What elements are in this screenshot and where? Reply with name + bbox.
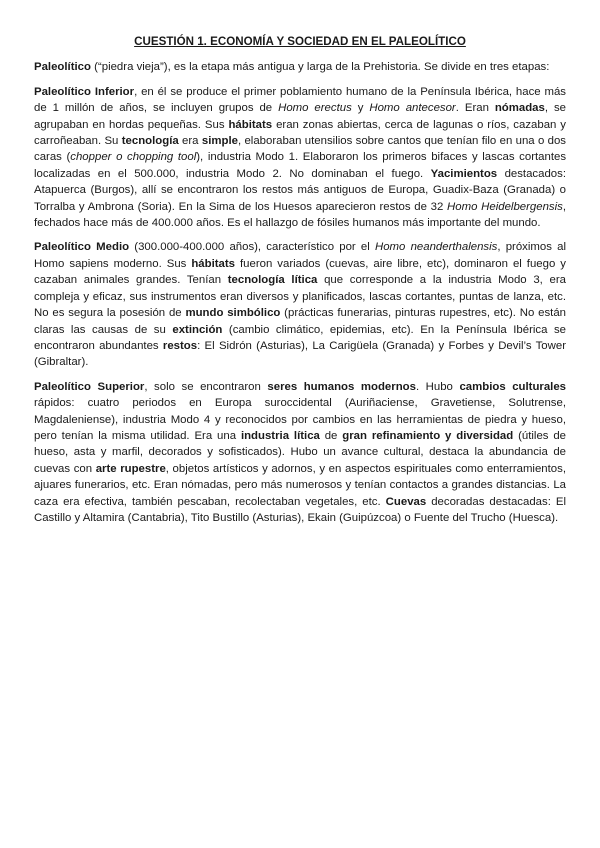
inferior-text: . Eran [455,102,495,115]
superior-bold: industria lítica [240,429,320,442]
superior-bold: gran refinamiento y diversidad [342,429,514,442]
medio-text: que corresponde a la industria Modo 3, era compleja y eficaz, sus instrumentos eran diversos y planificados, lascas cortantes, puntas de lanza, etc. No es segura la posesión de [34,274,566,320]
inferior-text: , fechados hace más de 400.000 años. Es el hallazgo de fósiles humanos más importante del mundo. [34,200,567,230]
inferior-bold: simple [201,135,238,148]
inferior-text: y [351,102,370,115]
inferior-text: ), industria Modo 1. Elaboraron los primeros bifaces y lascas cortantes localizadas en el 500.000, industria Modo 2. No dominaban el fuego. [34,151,567,180]
inferior-italic: Homo Heidelbergensis [447,200,563,213]
document-page [34,34,566,534]
intro-term: Paleolítico [34,61,91,74]
medio-bold: tecnología lítica [227,274,318,287]
paleolitico-superior-paragraph [34,379,566,527]
intro-paragraph [34,59,566,75]
paleolitico-medio-paragraph [34,239,566,370]
medio-bold: extinción [172,323,223,336]
superior-bold: Cuevas [385,495,427,508]
superior-text: rápidos: cuatro periodos en Europa suroccidental (Auriñaciense, Gravetiense, Solutrense, Magdaleniense), industria Modo 4 y reconocidos por cambios en las herramientas de piedra y hueso, pero tenían la misma utilidad. Era una [34,397,566,442]
medio-bold: hábitats [191,257,236,270]
inferior-heading: Paleolítico Inferior [34,85,135,98]
inferior-bold: hábitats [228,118,273,131]
superior-text: , objetos artísticos y adornos, y en aspectos espirituales como enterramientos, ajuares funerarios, etc. Eran nómadas, pero más numerosos y tenían contactos a grandes distancias. La caza era efectiva, también pescaban, recolectaban vegetales, etc. [34,462,566,508]
medio-text: (prácticas funerarias, pinturas rupestres, etc). No están claras las causas de su [34,307,566,336]
inferior-bold: nómadas [494,102,545,115]
intro-text: (“piedra vieja”), es la etapa más antigua y larga de la Prehistoria. Se divide en tres etapas: [90,61,550,74]
superior-bold: cambios culturales [459,380,566,393]
medio-text: (300.000-400.000 años), característico por el [129,241,375,254]
medio-italic: Homo neanderthalensis [374,241,498,254]
inferior-text: , en él se produce el primer poblamiento humano de la Península Ibérica, hace más de 1 millón de años, se incluyen grupos de [34,85,566,115]
inferior-italic: Homo antecesor [369,102,456,115]
inferior-text: eran zonas abiertas, cerca de lagunas o ríos, cazaban y carroñeaban. Su [34,118,566,148]
inferior-text: , elaboraban utensilios sobre cantos que tenían filo en una o dos caras ( [34,135,566,164]
superior-text: , solo se encontraron [144,380,268,393]
medio-text: (cambio climático, epidemias, etc). En la Península Ibérica se encontraron abundantes [34,323,566,352]
inferior-text: , se agrupaban en hordas pequeñas. Sus [34,102,566,131]
page-title: CUESTIÓN 1. ECONOMÍA Y SOCIEDAD EN EL PALEOLÍTICO [134,35,466,48]
superior-text: decoradas destacadas: El Castillo y Altamira (Cantabria), Tito Bustillo (Asturias), Ekain (Guipúzcoa) o Fuente del Trucho (Huesca). [34,495,566,524]
superior-text: (útiles de hueso, asta y marfil, decorados y sofisticados). Hubo un avance cultural, destaca la abundancia de cuevas con [34,429,567,475]
superior-heading: Paleolítico Superior [34,380,145,393]
superior-bold: arte rupestre [95,462,166,475]
medio-bold: restos [162,339,198,352]
inferior-italic: chopper o chopping tool [70,151,197,164]
medio-heading: Paleolítico Medio [34,241,130,254]
inferior-italic: Homo erectus [278,102,352,115]
superior-text: de [319,429,343,442]
superior-bold: seres humanos modernos [267,380,416,393]
medio-text: , próximos al Homo sapiens moderno. Sus [34,241,566,270]
inferior-bold: Yacimientos [430,167,498,180]
medio-text: fueron variados (cuevas, aire libre, etc), dominaron el fuego y cazaban animales grandes. Tenían [34,257,566,287]
inferior-text: era [178,135,202,148]
inferior-text: destacados: Atapuerca (Burgos), allí se encontraron los restos más antiguos de Europa, Guadix-Baza (Granada) o Torralba y Ambrona (Soria). En la Sima de los Huesos aparecieron restos de 32 [34,167,566,213]
paleolitico-inferior-paragraph [34,84,566,232]
inferior-bold: tecnología [121,135,179,148]
medio-bold: mundo simbólico [185,307,281,320]
medio-text: : El Sidrón (Asturias), La Carigüela (Granada) y Forbes y Devil’s Tower (Gibraltar). [34,339,566,369]
superior-text: . Hubo [415,380,460,393]
